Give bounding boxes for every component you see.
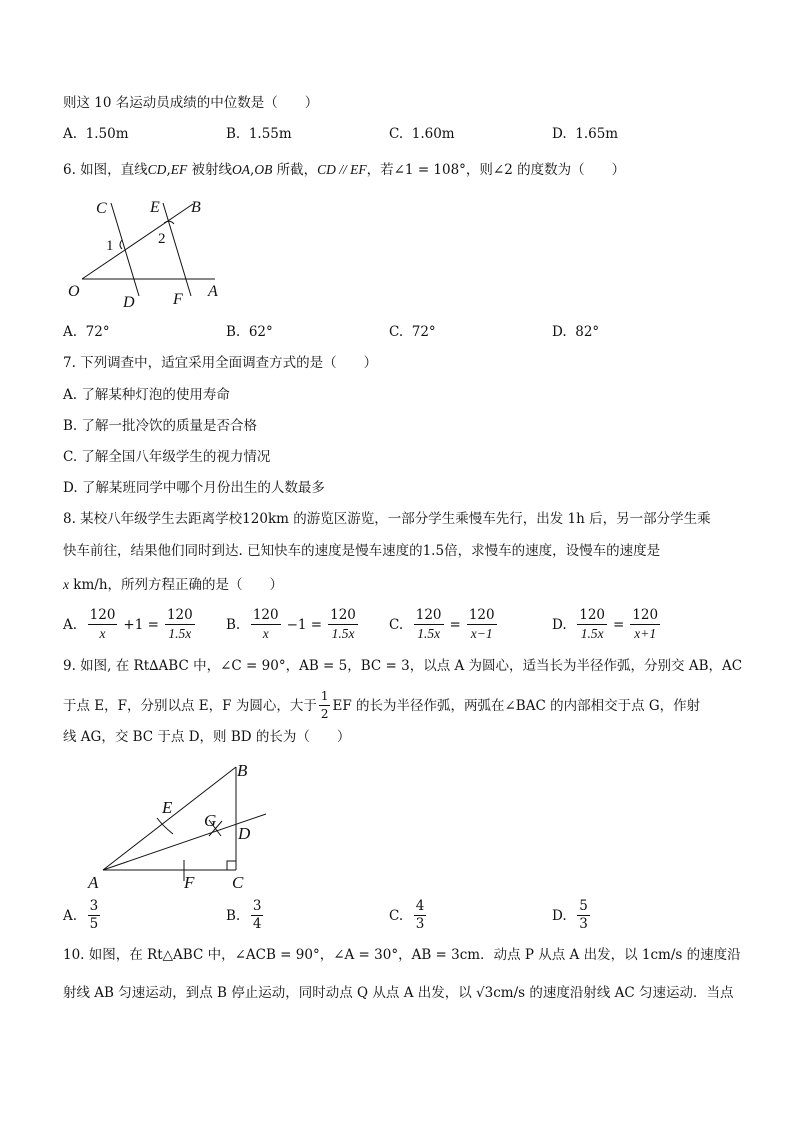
label-f: F xyxy=(173,291,183,308)
q7-stem: 7. 下列调查中，适宜采用全面调查方式的是（ ） xyxy=(63,355,378,371)
q7-option-d: D. 了解某班同学中哪个月份出生的人数最多 xyxy=(63,480,325,496)
q7-option-a: A. 了解某种灯泡的使用寿命 xyxy=(63,387,230,403)
label-a: A xyxy=(88,873,99,892)
q9-line-3: 线 AG，交 BC 于点 D，则 BD 的长为（ ） xyxy=(63,729,351,745)
q5-option-a: A. 1.50m xyxy=(63,126,129,142)
label-b: B xyxy=(191,199,201,216)
label-c: C xyxy=(232,873,244,892)
label-e: E xyxy=(150,199,160,216)
label-1: 1 xyxy=(106,238,114,254)
q9-line-1: 9. 如图, 在 Rt∆ABC 中，∠C = 90°，AB = 5，BC = 3，以点 A 为圆心，适当长为半径作弧，分别交 AB，AC xyxy=(63,658,743,674)
label-a: A xyxy=(208,283,218,300)
q5-option-c: C. 1.60m xyxy=(389,126,455,142)
q8-option-a: A. $\frac{120}{x}$ +1 = $\frac{120}{1.5x}$ xyxy=(63,607,193,641)
q6-option-a: A. 72° xyxy=(63,324,110,340)
q7-option-c: C. 了解全国八年级学生的视力情况 xyxy=(63,449,271,465)
q9-option-d: D. $\frac{5}{3}$ xyxy=(552,898,588,932)
q8-line-1: 8. 某校八年级学生去距离学校120km 的游览区游览，一部分学生乘慢车先行，出发 1h 后，另一部分学生乘 xyxy=(63,511,711,527)
q6-option-c: C. 72° xyxy=(389,324,436,340)
q8-option-b: B. $\frac{120}{x}$ −1 = $\frac{120}{1.5x}$ xyxy=(226,607,356,641)
q8-line-3: x km/h，所列方程正确的是（ ） xyxy=(63,577,284,593)
angle-1-arc xyxy=(120,240,122,249)
q6-option-b: B. 62° xyxy=(226,324,273,340)
line-cd xyxy=(111,203,139,296)
q10-line-2: 射线 AB 匀速运动，到点 B 停止运动，同时动点 Q 从点 A 出发，以 √3cm/s 的速度沿射线 AC 匀速运动．当点 xyxy=(63,985,734,1001)
right-angle-mark xyxy=(227,861,236,870)
label-c: C xyxy=(96,200,107,217)
q8-option-c: C. $\frac{120}{1.5x}$ = $\frac{120}{x-1}$ xyxy=(389,607,495,641)
q8-option-d: D. $\frac{120}{1.5x}$ = $\frac{120}{x+1}$ xyxy=(552,607,659,641)
q8-line-2: 快车前往，结果他们同时到达. 已知快车的速度是慢车速度的1.5倍，求慢车的速度，设慢车的速度是 xyxy=(63,543,661,559)
label-d: D xyxy=(238,824,251,843)
q9-option-b: B. $\frac{3}{4}$ xyxy=(226,898,262,932)
label-g: G xyxy=(204,811,217,830)
q5-option-d: D. 1.65m xyxy=(552,126,619,142)
label-d: D xyxy=(123,294,135,310)
q6-figure xyxy=(60,190,230,310)
label-f: F xyxy=(184,873,195,892)
label-2: 2 xyxy=(158,231,166,247)
label-o: O xyxy=(68,283,80,300)
q9-option-c: C. $\frac{4}{3}$ xyxy=(389,898,425,932)
q10-line-1: 10. 如图，在 Rt△ABC 中，∠ACB = 90°，∠A = 30°，AB = 3cm．动点 P 从点 A 出发，以 1cm/s 的速度沿 xyxy=(63,947,741,963)
line-ef xyxy=(163,203,191,296)
label-b: B xyxy=(237,761,248,780)
q6-stem: 6. 如图，直线CD,EF 被射线OA,OB 所截，CD // EF，若∠1 = 108°，则∠2 的度数为（ ） xyxy=(63,162,626,178)
q6-option-d: D. 82° xyxy=(552,324,600,340)
q9-figure xyxy=(85,758,275,893)
q5-stem: 则这 10 名运动员成绩的中位数是（ ） xyxy=(63,95,319,111)
q5-option-b: B. 1.55m xyxy=(226,126,292,142)
q9-line-2: 于点 E，F，分别以点 E，F 为圆心，大于 $\frac{1}{2}$ EF 的长为半径作弧，两弧在∠BAC 的内部相交于点 G，作射 xyxy=(63,689,701,721)
q9-option-a: A. $\frac{3}{5}$ xyxy=(63,898,99,932)
label-e: E xyxy=(162,798,173,817)
q7-option-b: B. 了解一批冷饮的质量是否合格 xyxy=(63,418,258,434)
